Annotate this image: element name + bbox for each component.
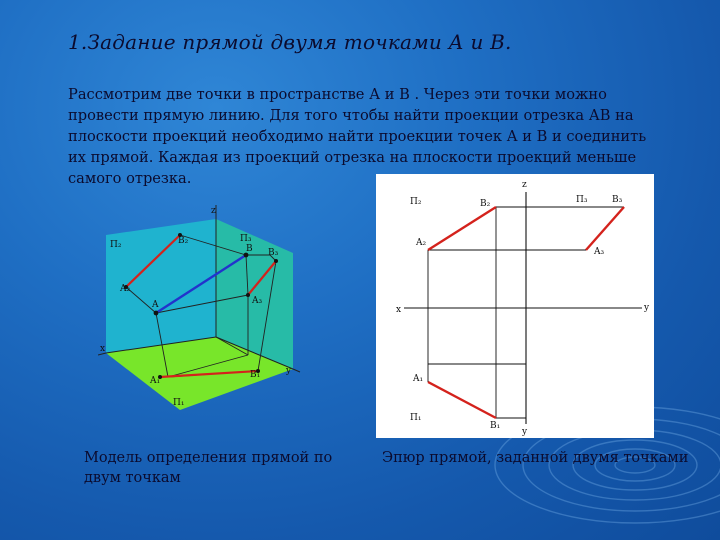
epure-label-z: z [522,180,527,190]
epure-drawing [376,174,654,438]
model-label-x: x [100,344,106,354]
model-label-a1: A₁ [150,376,161,386]
epure-label-pi2: П₂ [410,197,422,207]
epure-label-a3: A₃ [594,247,605,257]
model-label-z: z [211,206,216,216]
epure-label-y-right: y [644,303,650,313]
epure-label-b1: B₁ [490,421,501,431]
epure-line-a2b2 [428,207,496,250]
model-label-pi1: П₁ [173,398,185,408]
model-label-a: A [152,300,159,310]
model-label-b2: B₂ [178,236,189,246]
epure-label-b2: B₂ [480,199,491,209]
model-label-b3: B₃ [268,248,279,258]
model-label-a2: A₂ [120,284,131,294]
epure-label-y-bottom: y [522,427,528,437]
model-caption: Модель определения прямой по двум точкам [84,450,333,486]
epure-label-pi1: П₁ [410,413,422,423]
epure-line-a3b3 [586,207,624,250]
epure-figure [376,174,654,438]
epure-caption: Эпюр прямой, заданной двумя точками [382,450,689,466]
intro-paragraph: Рассмотрим две точки в пространстве А и В . Через эти точки можно провести прямую линию. Для того чтобы найти проекции отрезка АВ на плоскости проекций необходимо найти проекции точек А и В и соединить их прямой. Каждая из проекций отрезка на плоскости проекций меньше самого отрезка. [68,86,647,187]
model-label-a3: A₃ [252,296,263,306]
epure-label-pi3: П₃ [576,195,588,205]
epure-label-b3: B₃ [612,195,623,205]
slide-title: 1.Задание прямой двумя точками А и В. [68,30,512,54]
epure-line-a1b1 [428,382,496,418]
model-label-b1: B₁ [250,370,261,380]
model-label-pi3: П₃ [240,234,252,244]
model-label-y: y [286,366,292,376]
epure-label-a1: A₁ [413,374,424,384]
model-label-pi2: П₂ [110,240,122,250]
model-label-b: B [246,244,253,254]
epure-label-a2: A₂ [416,238,427,248]
epure-label-x: x [396,305,402,315]
projection-model-figure [98,205,303,420]
